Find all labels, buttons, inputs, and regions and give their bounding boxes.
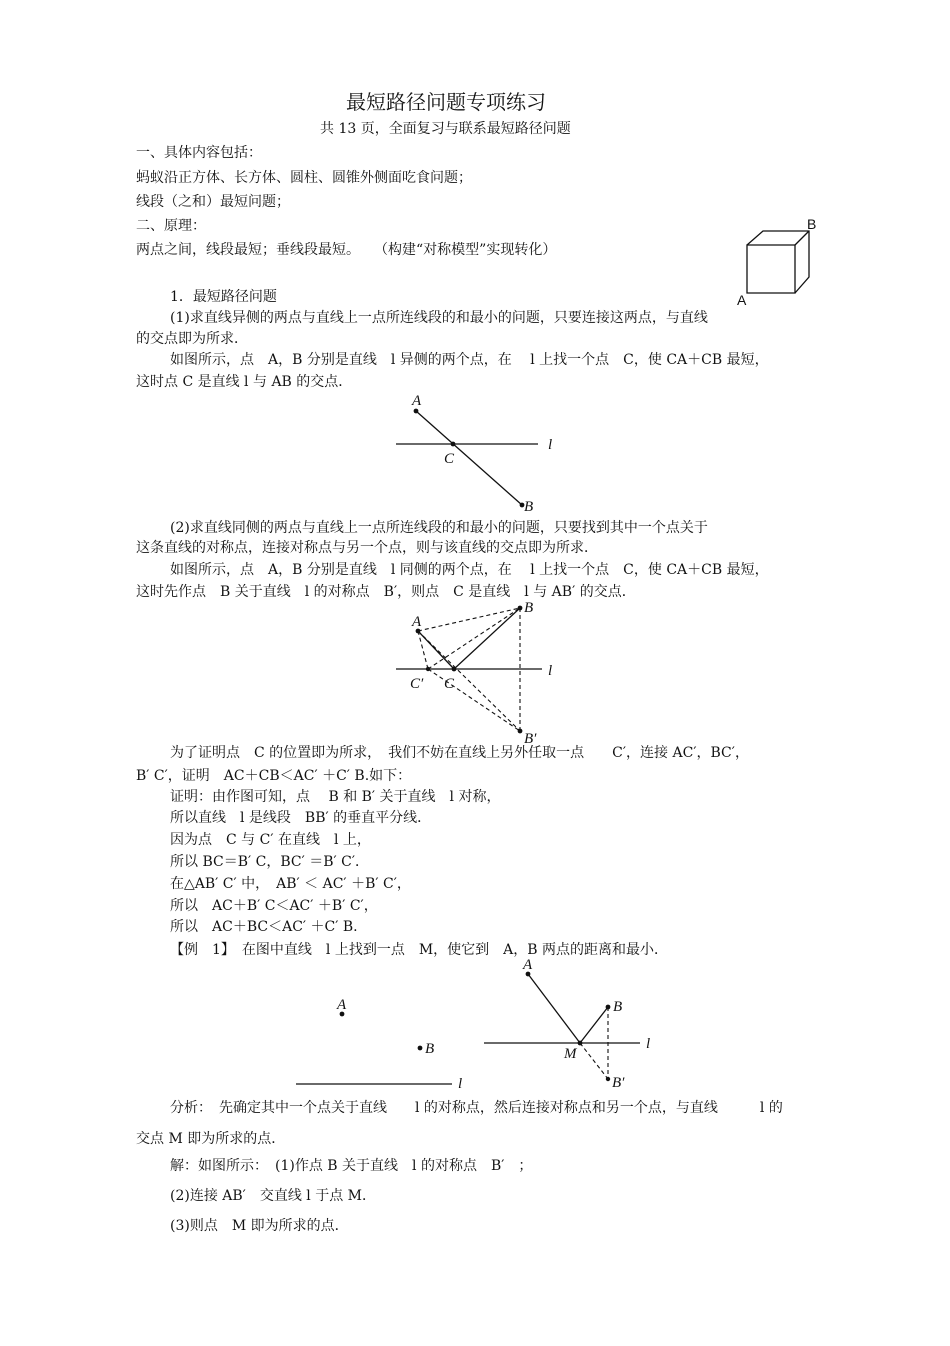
dashed-ab bbox=[418, 608, 520, 631]
text-line: 如图所示，点 A，B 分别是直线 l 同侧的两个点，在 l 上找一个点 C，使 CA＋CB 最短， bbox=[170, 562, 769, 578]
text-line: 两点之间，线段最短；垂线段最短。 （构建“对称模型”实现转化） bbox=[136, 242, 557, 258]
cube-front-face bbox=[747, 245, 795, 293]
text-line: 这条直线的对称点，连接对称点与另一个点，则与该直线的交点即为所求． bbox=[136, 540, 598, 556]
point-b bbox=[418, 1046, 423, 1051]
label-c: C bbox=[444, 451, 455, 467]
text-line: (2)求直线同侧的两点与直线上一点所连线段的和最小的问题，只要找到其中一个点关于 bbox=[170, 520, 708, 536]
point-b-prime bbox=[606, 1077, 610, 1081]
label-a: A bbox=[412, 614, 422, 630]
proof-line: 证明：由作图可知，点 B 和 B′ 关于直线 l 对称， bbox=[170, 789, 501, 805]
point-c-prime bbox=[426, 667, 430, 671]
proof-line: 所以 AC＋B′ C＜AC′ ＋B′ C′， bbox=[170, 898, 378, 914]
point-b bbox=[606, 1005, 611, 1010]
label-c: C bbox=[444, 676, 455, 692]
label-b: B bbox=[425, 1041, 435, 1057]
figure-example-solution bbox=[480, 955, 680, 1095]
cube-top-edge bbox=[795, 231, 809, 245]
label-c-prime: C′ bbox=[410, 676, 424, 692]
text-line: 如图所示，点 A，B 分别是直线 l 异侧的两个点，在 l 上找一个点 C，使 CA＋CB 最短， bbox=[170, 352, 769, 368]
dashed-mbp bbox=[580, 1043, 608, 1079]
dashed-abp bbox=[418, 631, 520, 731]
point-b bbox=[518, 606, 523, 611]
figure-opposite-sides bbox=[390, 390, 590, 520]
cube-figure bbox=[735, 215, 825, 308]
label-b-prime: B′ bbox=[524, 731, 537, 747]
page-title: 最短路径问题专项练习 bbox=[346, 90, 546, 114]
text-line: 二、原理： bbox=[136, 218, 206, 234]
point-c bbox=[451, 442, 456, 447]
label-b: B bbox=[524, 499, 534, 515]
label-a: A bbox=[337, 997, 347, 1013]
segment-ab bbox=[416, 411, 522, 505]
segment-cb bbox=[454, 608, 520, 669]
dashed-cpbp bbox=[428, 669, 520, 731]
segment-am bbox=[528, 974, 580, 1043]
label-l: l bbox=[646, 1036, 651, 1052]
proof-line: 在△AB′ C′ 中， AB′ ＜ AC′ ＋B′ C′， bbox=[170, 876, 411, 892]
analysis-line: 交点 M 即为所求的点． bbox=[136, 1131, 286, 1147]
dashed-cpb bbox=[428, 608, 520, 669]
analysis-line: 分析： 先确定其中一个点关于直线 l 的对称点，然后连接对称点和另一个点，与直线 l 的 bbox=[170, 1100, 783, 1116]
text-line: 蚂蚁沿正方体、长方体、圆柱、圆锥外侧面吃食问题； bbox=[136, 170, 472, 186]
proof-line: 所以 BC＝B′ C，BC′ ＝B′ C′． bbox=[170, 854, 370, 870]
label-a: A bbox=[523, 957, 533, 973]
label-l: l bbox=[458, 1076, 463, 1092]
cube-label-a: A bbox=[737, 292, 747, 308]
label-m: M bbox=[564, 1046, 577, 1062]
label-b: B bbox=[524, 600, 534, 616]
text-line: 线段（之和）最短问题； bbox=[136, 194, 290, 210]
figure-example-problem bbox=[290, 995, 490, 1095]
solution-line: (3)则点 M 即为所求的点． bbox=[170, 1218, 349, 1234]
label-l: l bbox=[548, 437, 553, 453]
page-subtitle: 共 13 页，全面复习与联系最短路径问题 bbox=[320, 121, 571, 137]
proof-line: 所以 AC＋BC＜AC′ ＋C′ B. bbox=[170, 919, 358, 935]
text-line: 为了证明点 C 的位置即为所求， 我们不妨在直线上另外任取一点 C′，连接 AC′，BC′， bbox=[170, 745, 749, 761]
point-a bbox=[414, 409, 419, 414]
text-line: B′ C′，证明 AC＋CB＜AC′ ＋C′ B.如下： bbox=[136, 768, 412, 784]
label-l: l bbox=[548, 663, 553, 679]
segment-mb bbox=[580, 1007, 608, 1043]
text-line: 这时先作点 B 关于直线 l 的对称点 B′，则点 C 是直线 l 与 AB′ 的交点． bbox=[136, 584, 636, 600]
proof-line: 因为点 C 与 C′ 在直线 l 上， bbox=[170, 832, 371, 848]
section-heading: 1．最短路径问题 bbox=[170, 289, 277, 305]
point-b-prime bbox=[518, 729, 523, 734]
figure-same-side bbox=[390, 598, 590, 748]
text-line: 这时点 C 是直线 l 与 AB 的交点． bbox=[136, 374, 353, 390]
text-line: (1)求直线异侧的两点与直线上一点所连线段的和最小的问题，只要连接这两点，与直线 bbox=[170, 310, 708, 326]
point-c bbox=[452, 667, 457, 672]
example-line: 【例 1】 在图中直线 l 上找到一点 M，使它到 A，B 两点的距离和最小． bbox=[170, 942, 669, 958]
label-a: A bbox=[412, 393, 422, 409]
proof-line: 所以直线 l 是线段 BB′ 的垂直平分线． bbox=[170, 810, 432, 826]
cube-label-b: B bbox=[807, 216, 817, 232]
solution-line: (2)连接 AB′ 交直线 l 于点 M． bbox=[170, 1188, 377, 1204]
text-line: 一、具体内容包括： bbox=[136, 145, 262, 161]
label-b: B bbox=[613, 999, 623, 1015]
text-line: 的交点即为所求． bbox=[136, 331, 248, 347]
label-b-prime: B′ bbox=[612, 1075, 625, 1091]
point-m bbox=[578, 1041, 583, 1046]
solution-line: 解：如图所示： (1)作点 B 关于直线 l 的对称点 B′ ； bbox=[170, 1158, 533, 1174]
